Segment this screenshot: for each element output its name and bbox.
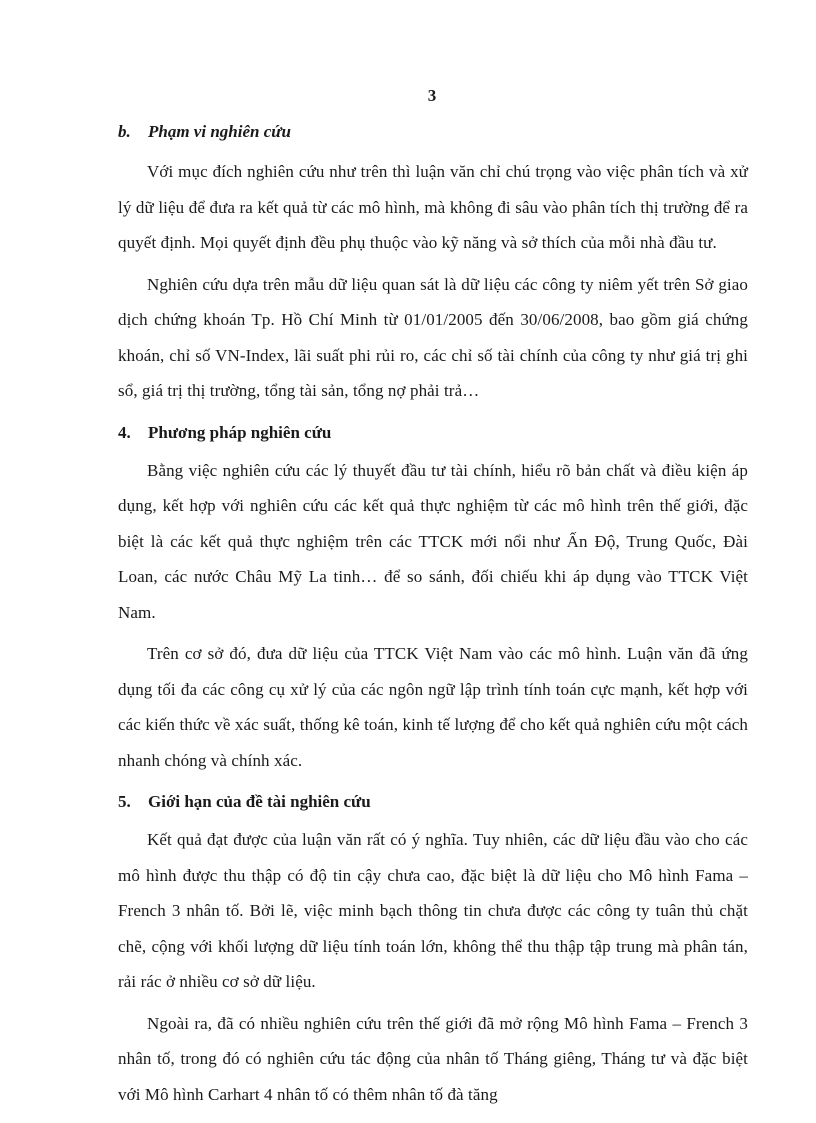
- section-marker: 5.: [118, 792, 131, 811]
- paragraph: Nghiên cứu dựa trên mẫu dữ liệu quan sát là dữ liệu các công ty niêm yết trên Sở giao dịch chứng khoán Tp. Hồ Chí Minh từ 01/01/2005 đến 30/06/2008, bao gồm giá chứng khoán, chỉ số VN-Index, lãi suất phi rủi ro, các chỉ số tài chính của công ty như giá trị ghi sổ, giá trị thị trường, tổng tài sản, tổng nợ phải trả…: [118, 274, 748, 400]
- section-title: Giới hạn của đề tài nghiên cứu: [148, 792, 371, 811]
- section-marker: 4.: [118, 422, 131, 442]
- section-heading-limitations: [118, 784, 748, 820]
- section-heading-method: [118, 415, 748, 451]
- paragraph: Bằng việc nghiên cứu các lý thuyết đầu tư tài chính, hiểu rõ bản chất và điều kiện áp dụng, kết hợp với nghiên cứu các kết quả thực nghiệm từ các mô hình trên thế giới, đặc biệt là các kết quả thực nghiệm trên các TTCK mới nổi như Ấn Độ, Trung Quốc, Đài Loan, các nước Châu Mỹ La tinh… để so sánh, đối chiếu khi áp dụng vào TTCK Việt Nam.: [118, 460, 748, 622]
- section-title: Phạm vi nghiên cứu: [148, 122, 291, 141]
- section-marker: b.: [118, 122, 131, 141]
- section-heading-scope: [118, 114, 748, 150]
- paragraph: Kết quả đạt được của luận văn rất có ý nghĩa. Tuy nhiên, các dữ liệu đầu vào cho các mô hình được thu thập có độ tin cậy chưa cao, đặc biệt là dữ liệu cho Mô hình Fama – French 3 nhân tố. Bởi lẽ, việc minh bạch thông tin chưa được các công ty tuân thủ chặt chẽ, cộng với khối lượng dữ liệu tính toán lớn, không thể thu thập tập trung mà phân tán, rải rác ở nhiều cơ sở dữ liệu.: [118, 830, 748, 991]
- page-number: 3: [427, 86, 437, 105]
- paragraph: Trên cơ sở đó, đưa dữ liệu của TTCK Việt Nam vào các mô hình. Luận văn đã ứng dụng tối đa các công cụ xử lý của các ngôn ngữ lập trình tính toán cực mạnh, kết hợp với các kiến thức về xác suất, thống kê toán, kinh tế lượng để cho kết quả nghiên cứu một cách nhanh chóng và chính xác.: [118, 644, 748, 770]
- paragraph: Ngoài ra, đã có nhiều nghiên cứu trên thế giới đã mở rộng Mô hình Fama – French 3 nhân tố, trong đó có nghiên cứu tác động của nhân tố Tháng giêng, Tháng tư và đặc biệt với Mô hình Carhart 4 nhân tố có thêm nhân tố đà tăng: [118, 1013, 748, 1104]
- paragraph: Với mục đích nghiên cứu như trên thì luận văn chỉ chú trọng vào việc phân tích và xử lý dữ liệu để đưa ra kết quả từ các mô hình, mà không đi sâu vào phân tích thị trường để ra quyết định. Mọi quyết định đều phụ thuộc vào kỹ năng và sở thích của mỗi nhà đầu tư.: [118, 162, 748, 252]
- page-content: [118, 114, 748, 1118]
- section-title: Phương pháp nghiên cứu: [148, 422, 332, 442]
